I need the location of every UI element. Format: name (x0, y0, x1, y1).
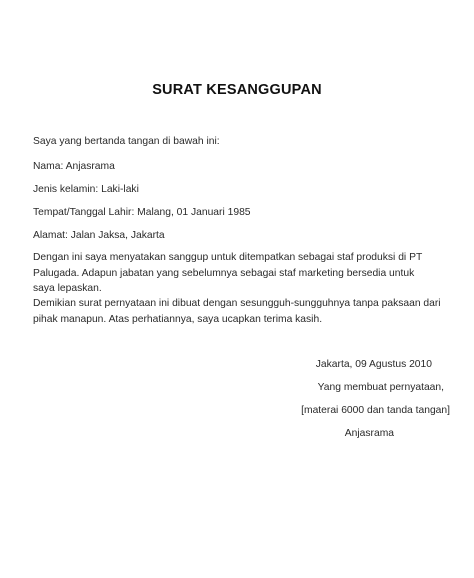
closing-paragraph: Demikian surat pernyataan ini dibuat dengan sesungguh-sungguhnya tanpa paksaan dari pihak manapun. Atas perhatiannya, saya ucapkan terima kasih. (33, 298, 441, 325)
signatory-name: Anjasrama (344, 428, 394, 439)
address-line: Alamat: Jalan Jaksa, Jakarta (33, 230, 165, 241)
place-date: Jakarta, 09 Agustus 2010 (315, 359, 432, 370)
maker-label: Yang membuat pernyataan, (317, 382, 444, 393)
stamp-note: [materai 6000 dan tanda tangan] (301, 405, 450, 416)
name-line: Nama: Anjasrama (33, 161, 115, 172)
letter-title: SURAT KESANGGUPAN (152, 82, 322, 98)
statement-paragraph: Dengan ini saya menyatakan sanggup untuk ditempatkan sebagai staf produksi di PT Palugada. Adapun jabatan yang sebelumnya sebagai staf marketing bersedia untuk saya lepaskan. (33, 252, 423, 294)
gender-line: Jenis kelamin: Laki-laki (33, 184, 139, 195)
intro-text: Saya yang bertanda tangan di bawah ini: (33, 136, 220, 147)
birth-line: Tempat/Tanggal Lahir: Malang, 01 Januari 1985 (33, 207, 251, 218)
